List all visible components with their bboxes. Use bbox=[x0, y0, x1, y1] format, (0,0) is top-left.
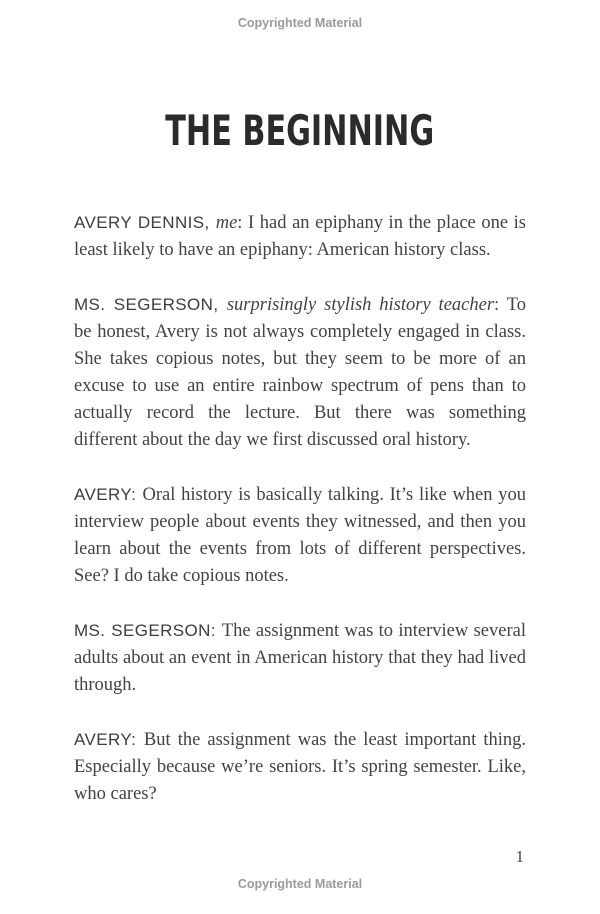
paragraph bbox=[74, 481, 526, 590]
paragraph-text: Oral history is basically talking. It’s like when you interview people about events they witnessed, and then you learn about the events from lots of different perspectives. See? I do take copious notes. bbox=[74, 485, 527, 586]
speaker-colon: : bbox=[494, 295, 507, 315]
paragraph bbox=[74, 617, 526, 699]
paragraph-text: But the assignment was the least important thing. Especially because we’re seniors. It’s spring semester. Like, who cares? bbox=[74, 730, 527, 804]
speaker-label: MS. SEGERSON: bbox=[74, 621, 222, 640]
speaker-label: AVERY DENNIS, bbox=[74, 213, 216, 232]
speaker-label: AVERY: bbox=[74, 730, 144, 749]
copyright-banner-bottom: Copyrighted Material bbox=[237, 877, 363, 891]
paragraph bbox=[74, 291, 526, 454]
speaker-label: MS. SEGERSON, bbox=[74, 295, 227, 314]
speaker-descriptor: me bbox=[215, 213, 238, 233]
paragraph bbox=[74, 726, 526, 808]
chapter-title-text: THE BEGINNING bbox=[165, 106, 435, 155]
chapter-title bbox=[0, 108, 600, 154]
speaker-colon: : bbox=[237, 213, 249, 233]
copyright-banner-top: Copyrighted Material bbox=[237, 16, 363, 30]
speaker-descriptor: surprisingly stylish history teacher bbox=[226, 295, 495, 315]
page-content bbox=[0, 209, 600, 808]
paragraph-text: To be honest, Avery is not always completely engaged in class. She takes copious notes, but they seem to be more of an excuse to use an entire rainbow spectrum of pens than to actually record the lecture. But there was something different about the day we first discussed oral history. bbox=[74, 295, 526, 450]
paragraph-text: I had an epiphany in the place one is least likely to have an epiphany: American history class. bbox=[74, 213, 527, 260]
speaker-label: AVERY: bbox=[74, 485, 143, 504]
page-number: 1 bbox=[515, 847, 524, 866]
paragraph-text: The assignment was to interview several adults about an event in American history that they had lived through. bbox=[74, 621, 526, 695]
paragraph bbox=[74, 209, 526, 264]
